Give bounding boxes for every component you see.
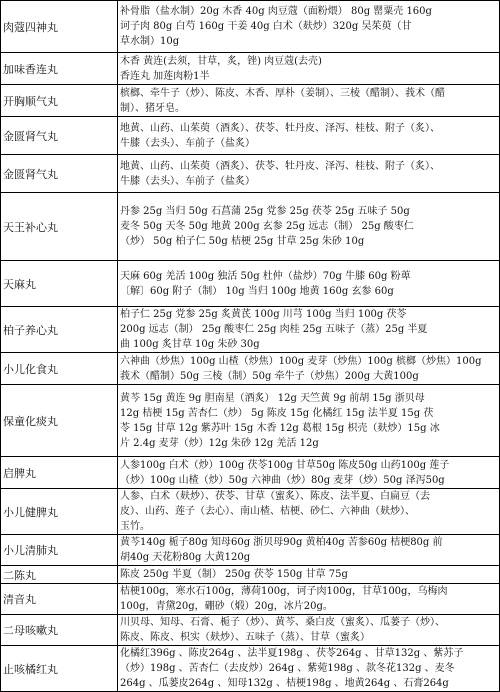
formula-name: 天麻丸: [1, 261, 118, 307]
formula-ingredients: 化橘红396g 、陈皮264g 、法半夏198g 、茯苓264g 、甘草132g 、紫苏子 （炒）198g 、苦杏仁（去皮炒）264g 、紫菀198g 、款冬花132g 、麦冬 264g 、瓜蒌皮264g 、知母132g 、桔梗198g 、地黄264g 、石膏264g: [118, 646, 500, 692]
table-row: [1, 457, 500, 489]
table-row: [1, 85, 500, 117]
formula-ingredients: 丹参 25g 当归 50g 石菖蒲 25g 党参 25g 茯苓 25g 五味子 50g 麦冬 50g 天冬 50g 地黄 200g 玄参 25g 远志（制） 25g 酸枣仁 （炒） 50g 柏子仁 50g 桔梗 25g 甘草 25g 朱砂 10g: [118, 193, 500, 261]
table-row: [1, 566, 500, 584]
formula-name: 保童化痰丸: [1, 385, 118, 457]
formula-name: 加味香连丸: [1, 53, 118, 85]
formula-name: 二陈丸: [1, 566, 118, 584]
formula-name: 启脾丸: [1, 457, 118, 489]
formula-ingredients: 六神曲（炒焦）100g 山楂（炒焦）100g 麦芽（炒焦）100g 槟榔（炒焦）100g 莪术（醋制）50g 三棱（制）50g 牵牛子（炒焦）200g 大黄100g: [118, 353, 500, 385]
formula-ingredients: 黄芩140g 栀子80g 知母60g 浙贝母90g 黄柏40g 苦参60g 桔梗80g 前 胡40g 天花粉80g 大黄120g: [118, 535, 500, 566]
formula-ingredients: 陈皮 250g 半夏（制） 250g 茯苓 150g 甘草 75g: [118, 566, 500, 584]
formula-name: 止咳橘红丸: [1, 646, 118, 692]
formula-name: 金匮肾气丸: [1, 155, 118, 193]
formula-name: 肉蔻四神丸: [1, 1, 118, 53]
formula-name: 小儿清肺丸: [1, 535, 118, 566]
formula-name: 天王补心丸: [1, 193, 118, 261]
table-row: [1, 307, 500, 353]
table-row: [1, 117, 500, 155]
table-row: [1, 53, 500, 85]
formula-name: 开胸顺气丸: [1, 85, 118, 117]
formula-ingredients: 桔梗100g，寒水石100g，薄荷100g，诃子肉100g，甘草100g，乌梅肉 100g，青黛20g，硼砂（煅）20g，冰片20g。: [118, 584, 500, 615]
formula-name: 二母咳嗽丸: [1, 615, 118, 646]
formula-ingredients: 地黄、山药、山茱萸（酒炙）、茯苓、牡丹皮、泽泻、桂枝、附子（炙）、 牛膝（去头）、车前子（盐炙）: [118, 155, 500, 193]
table-row: [1, 615, 500, 646]
formula-name: 清音丸: [1, 584, 118, 615]
table-row: [1, 1, 500, 53]
formula-name: 柏子养心丸: [1, 307, 118, 353]
table-row: [1, 353, 500, 385]
formula-name: 小儿健脾丸: [1, 489, 118, 535]
table-row: [1, 385, 500, 457]
formula-ingredients: 人参100g 白术（炒）100g 茯苓100g 甘草50g 陈皮50g 山药100g 莲子 （炒）100g 山楂（炒）50g 六神曲（炒）80g 麦芽（炒）50g 泽泻50g: [118, 457, 500, 489]
table-row: [1, 535, 500, 566]
formula-ingredients: 补骨脂（盐水制）20g 木香 40g 肉豆蔻（面粉煨） 80g 罂粟壳 160g 诃子肉 80g 白芍 160g 干姜 40g 白术（麸炒）320g 吴茱萸（甘 草水制）10g: [118, 1, 500, 53]
table-row: [1, 193, 500, 261]
formula-ingredients: 天麻 60g 羌活 100g 独活 50g 杜仲（盐炒）70g 牛膝 60g 粉萆 〔解〕60g 附子（制） 10g 当归 100g 地黄 160g 玄参 60g: [118, 261, 500, 307]
formula-ingredients: 川贝母、知母、石膏、栀子（炒）、黄芩、桑白皮（蜜炙）、瓜蒌子（炒）、 陈皮、陈皮、枳实（麸炒）、五味子（蒸）、甘草（蜜炙）: [118, 615, 500, 646]
formula-ingredients: 柏子仁 25g 党参 25g 炙黄芪 100g 川芎 100g 当归 100g 茯苓 200g 远志（制） 25g 酸枣仁 25g 肉桂 25g 五味子（蒸）25g 半夏 曲 100g 炙甘草 10g 朱砂 30g: [118, 307, 500, 353]
formula-ingredients: 槟榔、牵牛子（炒）、陈皮、木香、厚朴（姜制）、三棱（醋制）、莪术（醋 制）、猪牙皂。: [118, 85, 500, 117]
formula-ingredients: 地黄、山药、山茱萸（酒炙）、茯苓、牡丹皮、泽泻、桂枝、附子（炙）、 牛膝（去头）、车前子（盐炙）: [118, 117, 500, 155]
table-row: [1, 584, 500, 615]
formula-ingredients: 木香 黄连(去须，甘草，炙，锉) 肉豆蔻(去壳) 香连丸 加莲肉粉1半: [118, 53, 500, 85]
table-row: [1, 646, 500, 692]
formula-ingredients: 黄芩 15g 黄连 9g 胆南星（酒炙） 12g 天竺黄 9g 前胡 15g 浙贝母 12g 桔梗 15g 苦杏仁（炒） 5g 陈皮 15g 化橘红 15g 法半夏 15g 茯 苓 15g 甘草 12g 紫苏叶 15g 木香 12g 葛根 15g 枳壳（麸炒）15g 冰 片 2.4g 麦芽（炒）12g 朱砂 12g 羌活 12g: [118, 385, 500, 457]
formula-name: 金匮肾气丸: [1, 117, 118, 155]
table-row: [1, 261, 500, 307]
formula-ingredients: 人参、白术（麸炒）、茯苓、甘草（蜜炙）、陈皮、法半夏、白扁豆（去 皮）、山药、莲子（去心）、南山楂、桔梗、砂仁、六神曲（麸炒）、 玉竹。: [118, 489, 500, 535]
table-row: [1, 155, 500, 193]
formula-name: 小儿化食丸: [1, 353, 118, 385]
table-row: [1, 489, 500, 535]
